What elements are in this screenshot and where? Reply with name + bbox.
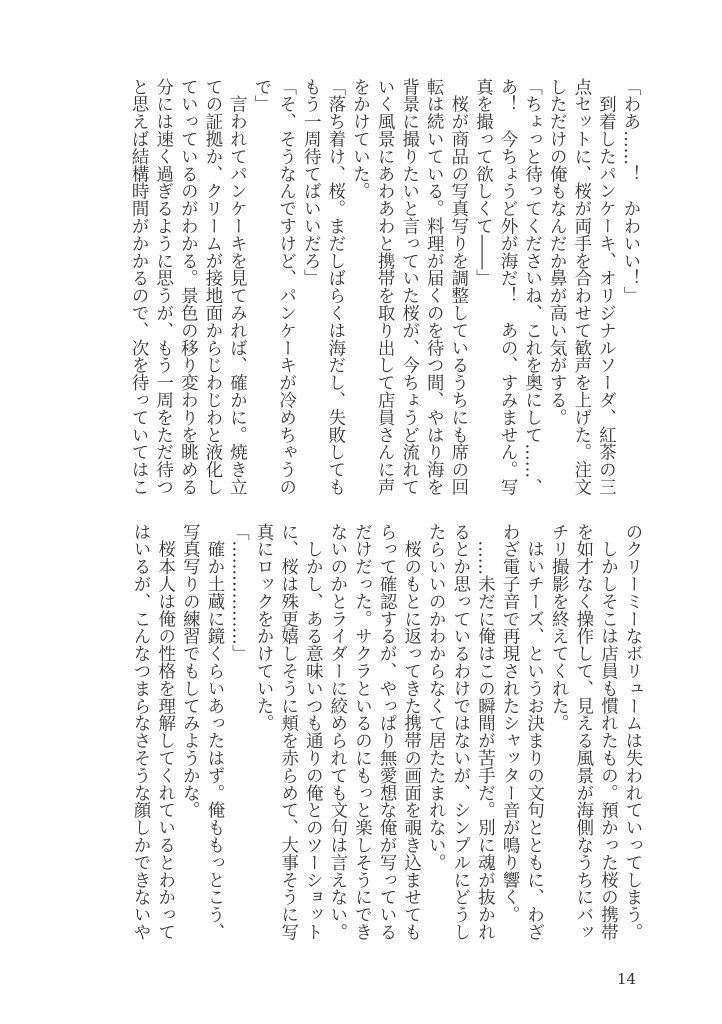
- text-block-top: [126, 78, 642, 508]
- text-column: 到着したパンケーキ、オリジナルソーダ、紅茶の三: [595, 78, 616, 496]
- text-column: のクリーミーなボリュームは失われていってしまう。: [622, 523, 642, 941]
- text-column: いく風景にあわあわと携帯を取り出して店員さんに声: [374, 78, 395, 496]
- text-column: ていっているのがわかる。景色の移り変わりを眺める: [177, 78, 198, 496]
- text-column: 桜のもとに返ってきた携帯の画面を覗き込ませても: [400, 523, 421, 941]
- text-column: 桜が商品の写真写りを調整しているうちにも席の回: [447, 78, 468, 496]
- text-column: ないのかとライダーに絞められても文句は言えない。: [326, 523, 347, 941]
- page-number: 14: [617, 970, 637, 988]
- text-column: だけだった。サクラといるのにもっと楽しそうにでき: [351, 523, 372, 941]
- text-column: たらいいのかわからなくて居たたまれない。: [425, 523, 446, 871]
- text-column: 桜本人は俺の性格を理解してくれているとわかって: [154, 523, 175, 941]
- text-column: で」: [251, 78, 272, 113]
- text-column: ……未だに俺はこの瞬間が苦手だ。別に魂が抜かれ: [474, 523, 495, 941]
- text-column: ての証拠か、クリームが接地面からじわじわと液化し: [201, 78, 222, 496]
- text-column: 分には速く過ぎるように思うが、もう一周をただ待つ: [152, 78, 173, 496]
- text-column: わざ電子音で再現されたシャッター音が鳴り響く。: [499, 523, 520, 924]
- text-column: チリ撮影を終えてくれた。: [548, 523, 569, 732]
- text-column: 真にロックをかけていた。: [253, 523, 274, 732]
- text-column: 言われてパンケーキを見てみれば、確かに。焼き立: [226, 78, 247, 496]
- text-column: 「ちょっと待ってくださいね、これを奥にして……、: [521, 78, 542, 496]
- text-column: 点セットに、桜が両手を合わせて歓声を上げた。注文: [570, 78, 591, 496]
- text-column: 真を撮って欲しくて――」: [472, 78, 493, 287]
- text-column: 確か土蔵に鏡くらいあったはず。俺ももっとこう、: [203, 523, 224, 941]
- text-column: 「………………」: [228, 523, 249, 663]
- text-column: と思えば結構時間がかかるので、次を待っていてはこ: [128, 78, 149, 496]
- text-column: 転は続いている。料理が届くのを待つ間、やはり海を: [423, 78, 444, 496]
- text-column: 背景に撮りたいと言っていた桜が、今ちょうど流れて: [398, 78, 419, 496]
- text-column: しかしそこは店員も慣れたもの。預かった桜の携帯: [597, 523, 618, 941]
- text-column: 「わあ……！ かわいい！」: [620, 78, 640, 305]
- text-column: しかし、ある意味いつも通りの俺とのツーショット: [302, 523, 323, 941]
- text-column: 「そ、そうなんですけど、パンケーキが冷めちゃうの: [275, 78, 296, 496]
- text-column: はいチーズ、というお決まりの文句とともに、わざ: [523, 523, 544, 941]
- text-column: るとか思っているわけではないが、シンプルにどうし: [449, 523, 470, 941]
- text-column: あ！ 今ちょうど外が海だ！ あの、すみません。写: [497, 78, 518, 496]
- text-block-bottom: [128, 523, 644, 953]
- text-column: もう一周待てばいいだろ」: [300, 78, 321, 287]
- text-column: らって確認するが、やっぱり無愛想な俺が写っている: [376, 523, 397, 941]
- text-column: はいるが、こんなつまらなさそうな顔しかできないや: [130, 523, 151, 941]
- text-column: 写真写りの練習でもしてみようかな。: [179, 523, 200, 819]
- text-column: をかけていた。: [349, 78, 370, 200]
- text-column: を如才なく操作して、見える風景が海側なうちにバッ: [572, 523, 593, 941]
- text-column: しただけの俺もなんだか鼻が高い気がする。: [546, 78, 567, 426]
- text-column: 「落ち着け、桜。まだしばらくは海だし、失敗しても: [324, 78, 345, 496]
- text-column: に、桜は殊更嬉しそうに頬を赤らめて、大事そうに写: [277, 523, 298, 941]
